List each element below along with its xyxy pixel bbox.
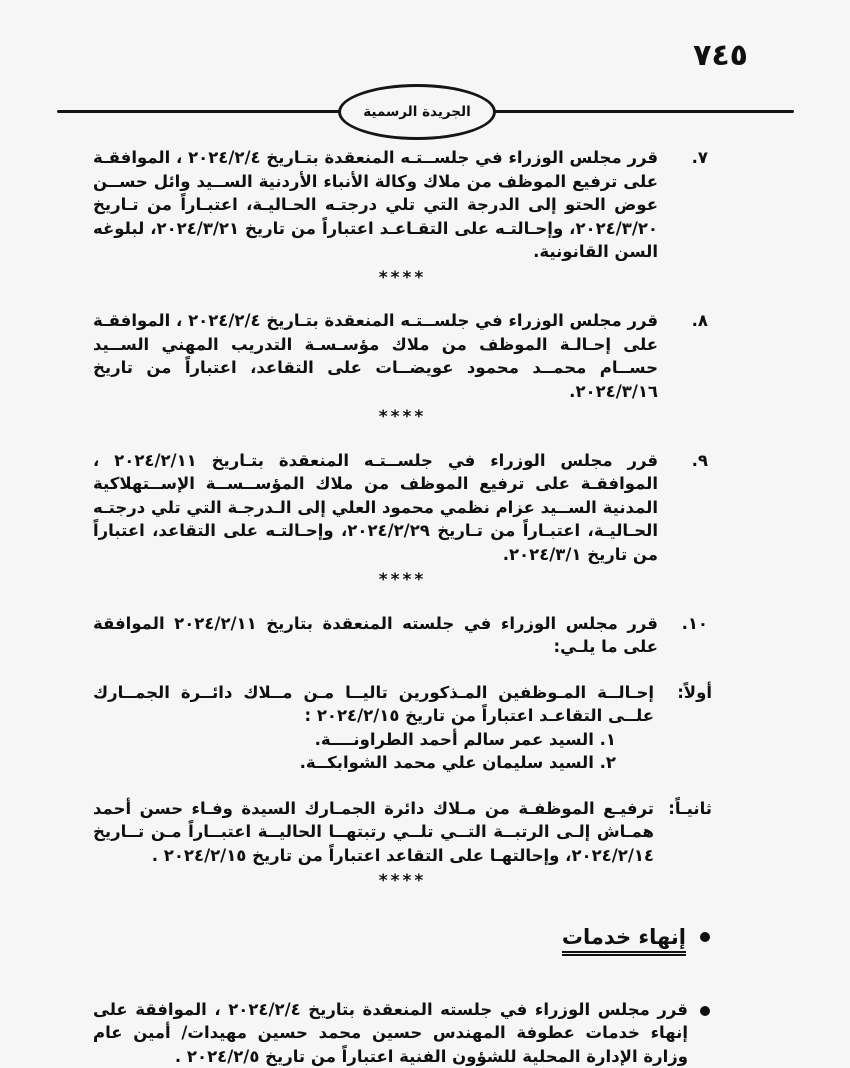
separator-stars: ****: [93, 267, 712, 291]
termination-decision: [93, 998, 712, 1068]
decision-text: قرر مجلس الوزراء في جلســتـه المنعقدة بتـاريخ ٢٠٢٤/٢/١١ ، الموافقـة على ترفيع الموظف من ملاك المؤســســة الإســتهلاكية المدنية الســيد عزام نظمي محمود العلي إلى الـدرجـة التي تلي درجتـه الحـاليـة، اعتبـاراً من تـاريخ ٢٠٢٤/٢/٢٩، وإحـالتـه على التقاعد، اعتباراً من تاريخ ٢٠٢٤/٣/١.: [93, 451, 658, 564]
name-list-item: ١. السيد عمر سالم أحمد الطراونــــة.: [93, 728, 616, 752]
subsection-second: [93, 797, 712, 868]
gazette-badge-label: الجريدة الرسمية: [363, 104, 470, 120]
subsection-label: ثانيـاً:: [668, 797, 712, 821]
section-heading-termination: [93, 924, 712, 956]
decision-text: قرر مجلس الوزراء في جلسته المنعقدة بتاريخ ٢٠٢٤/٢/٤ ، الموافقة على إنهاء خدمات عطوفة المهندس حسين محمد حسين مهيدات/ أمين عام وزارة الإدارة المحلية للشؤون الفنية اعتباراً من تاريخ ٢٠٢٤/٢/٥ .: [93, 1000, 688, 1066]
decision-number: ٩.: [692, 449, 708, 473]
separator-stars: ****: [93, 406, 712, 430]
decision-text: قرر مجلس الوزراء في جلسته المنعقدة بتاريخ ٢٠٢٤/٢/١١ الموافقة على ما يلـي:: [93, 614, 658, 657]
separator-stars: ****: [93, 569, 712, 593]
subsection-text: إحـالــة المـوظفين المـذكورين تاليــا مـن مــلاك دائــرة الجمــارك علــى التقاعـد اعتباراً من تاريخ ٢٠٢٤/٢/١٥ :: [93, 683, 654, 726]
decision-text: قرر مجلس الوزراء في جلســتـه المنعقدة بتـاريخ ٢٠٢٤/٢/٤ ، الموافقـة على إحـالـة الموظف من ملاك مؤسـسـة التدريب المهني الســيد حســام محمــد محمود عويضــات على التقاعد، اعتباراً من تاريخ ٢٠٢٤/٣/١٦.: [93, 311, 658, 401]
name-list: [93, 728, 654, 775]
decision-item-10: [93, 612, 712, 659]
decision-number: ٧.: [692, 146, 708, 170]
page-number: ٧٤٥: [693, 38, 748, 73]
decision-item-7: [93, 146, 712, 264]
decision-number: ٨.: [692, 309, 708, 333]
subsection-first: [93, 681, 712, 775]
decision-number: ١٠.: [682, 612, 708, 636]
name-list-item: ٢. السيد سليمان علي محمد الشوابكــة.: [93, 751, 616, 775]
section-heading-text: إنهاء خدمات: [562, 924, 686, 956]
decision-item-9: [93, 449, 712, 567]
bullet-icon: [700, 1006, 710, 1016]
subsection-text: ترفيـع الموظفـة من مـلاك دائرة الجمـارك السيدة وفـاء حسن أحمد همـاش إلـى الرتبــة التــي تلــي رتبتهــا الحاليــة اعتبــاراً مـن تــاريخ ٢٠٢٤/٢/١٤، وإحالتهـا على التقاعد اعتباراً من تاريخ ٢٠٢٤/٢/١٥ .: [93, 799, 654, 865]
decision-text: قرر مجلس الوزراء في جلســتـه المنعقدة بتـاريخ ٢٠٢٤/٢/٤ ، الموافقـة على ترفيع الموظف من ملاك وكالة الأنباء الأردنية الســيد وائل حســن عوض الحتو إلى الدرجة التي تلي درجتـه الحـاليـة، اعتبـاراً من تـاريخ ٢٠٢٤/٣/٢٠، وإحـالتـه على التقـاعـد اعتباراً من تاريخ ٢٠٢٤/٣/٢١، لبلوغه السن القانونية.: [93, 148, 658, 261]
bullet-icon: [700, 932, 710, 942]
separator-stars: ****: [93, 870, 712, 894]
subsection-label: أولاً:: [677, 681, 712, 705]
decision-item-8: [93, 309, 712, 403]
document-body: [93, 146, 712, 1068]
gazette-badge: [338, 84, 496, 140]
